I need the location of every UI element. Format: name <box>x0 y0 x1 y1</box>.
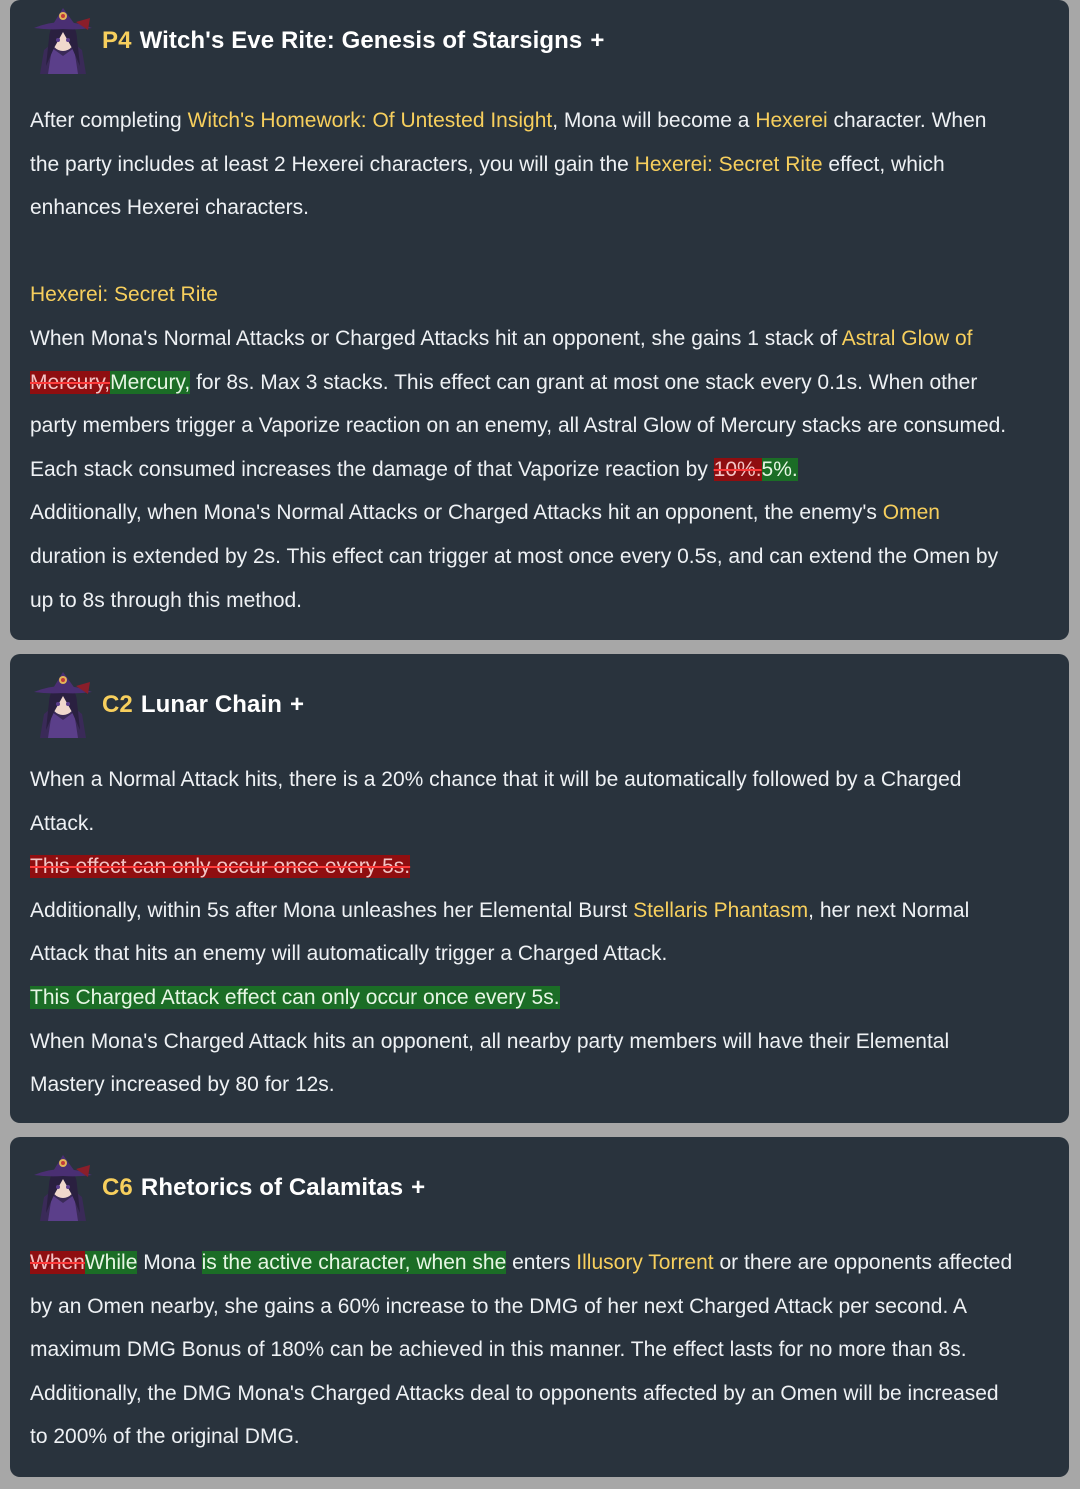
text-segment: , Mona will become a <box>552 109 756 132</box>
added-text: Mercury, <box>110 370 191 394</box>
expand-plus-icon[interactable]: + <box>290 691 305 718</box>
mona-avatar-icon <box>30 1155 96 1221</box>
highlight-term: Hexerei: Secret Rite <box>30 283 218 307</box>
highlight-term: Illusory Torrent <box>576 1251 714 1274</box>
description-line <box>30 1020 1051 1064</box>
description-line <box>30 317 1051 361</box>
blank-line <box>30 230 1051 274</box>
text-segment: enters <box>506 1251 577 1274</box>
constellation-card-p4 <box>10 0 1069 640</box>
highlight-term: Omen <box>882 501 940 525</box>
description-line <box>30 491 1051 535</box>
highlight-term: Witch's Homework: Of Untested Insight <box>187 109 553 132</box>
text-segment: Attack. <box>30 811 95 835</box>
description-line <box>30 186 1051 230</box>
text-segment: When a Normal Attack hits, there is a 20% chance that it will be automatically followed by a Charged <box>30 768 962 791</box>
description-line <box>30 889 1051 933</box>
text-segment: character. When <box>827 109 987 132</box>
text-segment: the party includes at least 2 Hexerei characters, you will gain the <box>30 152 635 176</box>
text-segment: Mastery increased by 80 for 12s. <box>30 1073 335 1097</box>
description-line <box>30 1372 1051 1416</box>
text-segment: or there are opponents affected <box>713 1251 1013 1274</box>
highlight-term: Hexerei <box>755 109 828 132</box>
text-segment: When Mona's Normal Attacks or Charged Attacks hit an opponent, she gains 1 stack of <box>30 326 842 350</box>
description-line <box>30 448 1051 492</box>
description-line <box>30 579 1051 623</box>
added-text: While <box>84 1251 138 1274</box>
text-segment: Each stack consumed increases the damage of that Vaporize reaction by <box>30 457 714 481</box>
constellation-tag: C6 <box>102 1174 133 1201</box>
constellation-card-c6 <box>10 1137 1069 1477</box>
constellation-tag: P4 <box>102 27 132 54</box>
text-segment: , her next Normal <box>808 898 970 922</box>
text-segment: up to 8s through this method. <box>30 588 303 612</box>
removed-text: 10%. <box>713 457 762 481</box>
description-line <box>30 976 1051 1020</box>
text-segment: When Mona's Charged Attack hits an opponent, all nearby party members will have their Elemental <box>30 1029 950 1053</box>
removed-text: When <box>30 1251 85 1274</box>
description-line <box>30 1241 1051 1285</box>
title-text: Lunar Chain <box>140 691 282 718</box>
text-segment: Mona <box>137 1251 202 1274</box>
description-line <box>30 845 1051 889</box>
description-line <box>30 932 1051 976</box>
title-text: Witch's Eve Rite: Genesis of Starsigns <box>139 27 583 54</box>
text-segment: Additionally, the DMG Mona's Charged Attacks deal to opponents affected by an Omen will be increased <box>30 1381 999 1405</box>
expand-plus-icon[interactable]: + <box>411 1174 426 1201</box>
card-description <box>30 1241 1051 1459</box>
description-line <box>30 1063 1051 1107</box>
text-segment: maximum DMG Bonus of 180% can be achieved in this manner. The effect lasts for no more than 8s. <box>30 1338 967 1362</box>
added-text: This Charged Attack effect can only occur once every 5s. <box>30 985 560 1009</box>
text-segment: to 200% of the original DMG. <box>30 1425 300 1449</box>
title-text: Rhetorics of Calamitas <box>140 1174 404 1201</box>
text-segment: Additionally, when Mona's Normal Attacks or Charged Attacks hit an opponent, the enemy's <box>30 501 883 525</box>
description-line <box>30 1415 1051 1459</box>
text-segment: for 8s. Max 3 stacks. This effect can grant at most one stack every 0.1s. When other <box>190 370 978 394</box>
highlight-term: Hexerei: Secret Rite <box>634 152 823 176</box>
text-segment: party members trigger a Vaporize reaction on an enemy, all Astral Glow of Mercury stacks are consumed. <box>30 414 1007 438</box>
card-title <box>102 27 604 55</box>
description-line <box>30 99 1051 143</box>
text-segment: Additionally, within 5s after Mona unleashes her Elemental Burst <box>30 898 634 922</box>
description-line <box>30 143 1051 187</box>
card-title <box>102 691 304 719</box>
description-line <box>30 535 1051 579</box>
description-line <box>30 273 1051 317</box>
mona-avatar-icon <box>30 672 96 738</box>
text-segment: effect, which <box>822 152 945 176</box>
mona-avatar-icon <box>30 8 96 74</box>
description-line <box>30 361 1051 405</box>
card-header[interactable] <box>30 1155 425 1221</box>
highlight-term: Stellaris Phantasm <box>633 898 809 922</box>
added-text: 5%. <box>761 457 798 481</box>
card-header[interactable] <box>30 8 604 74</box>
description-line <box>30 1328 1051 1372</box>
expand-plus-icon[interactable]: + <box>590 27 605 54</box>
removed-text: This effect can only occur once every 5s. <box>30 855 411 879</box>
card-title <box>102 1174 425 1202</box>
description-line <box>30 758 1051 802</box>
text-segment: enhances Hexerei characters. <box>30 196 309 220</box>
description-line <box>30 1285 1051 1329</box>
text-segment: After completing <box>30 109 188 132</box>
description-line <box>30 404 1051 448</box>
text-segment: Attack that hits an enemy will automatically trigger a Charged Attack. <box>30 942 668 966</box>
added-text: is the active character, when she <box>201 1251 507 1274</box>
text-segment: by an Omen nearby, she gains a 60% increase to the DMG of her next Charged Attack per second. A <box>30 1294 967 1318</box>
description-line <box>30 802 1051 846</box>
constellation-tag: C2 <box>102 691 133 718</box>
text-segment: duration is extended by 2s. This effect can trigger at most once every 0.5s, and can extend the Omen by <box>30 544 999 568</box>
card-description <box>30 758 1051 1107</box>
card-header[interactable] <box>30 672 304 738</box>
removed-text: Mercury, <box>30 370 111 394</box>
card-description <box>30 99 1051 622</box>
highlight-term: Astral Glow of <box>841 326 973 350</box>
constellation-card-c2 <box>10 654 1069 1123</box>
